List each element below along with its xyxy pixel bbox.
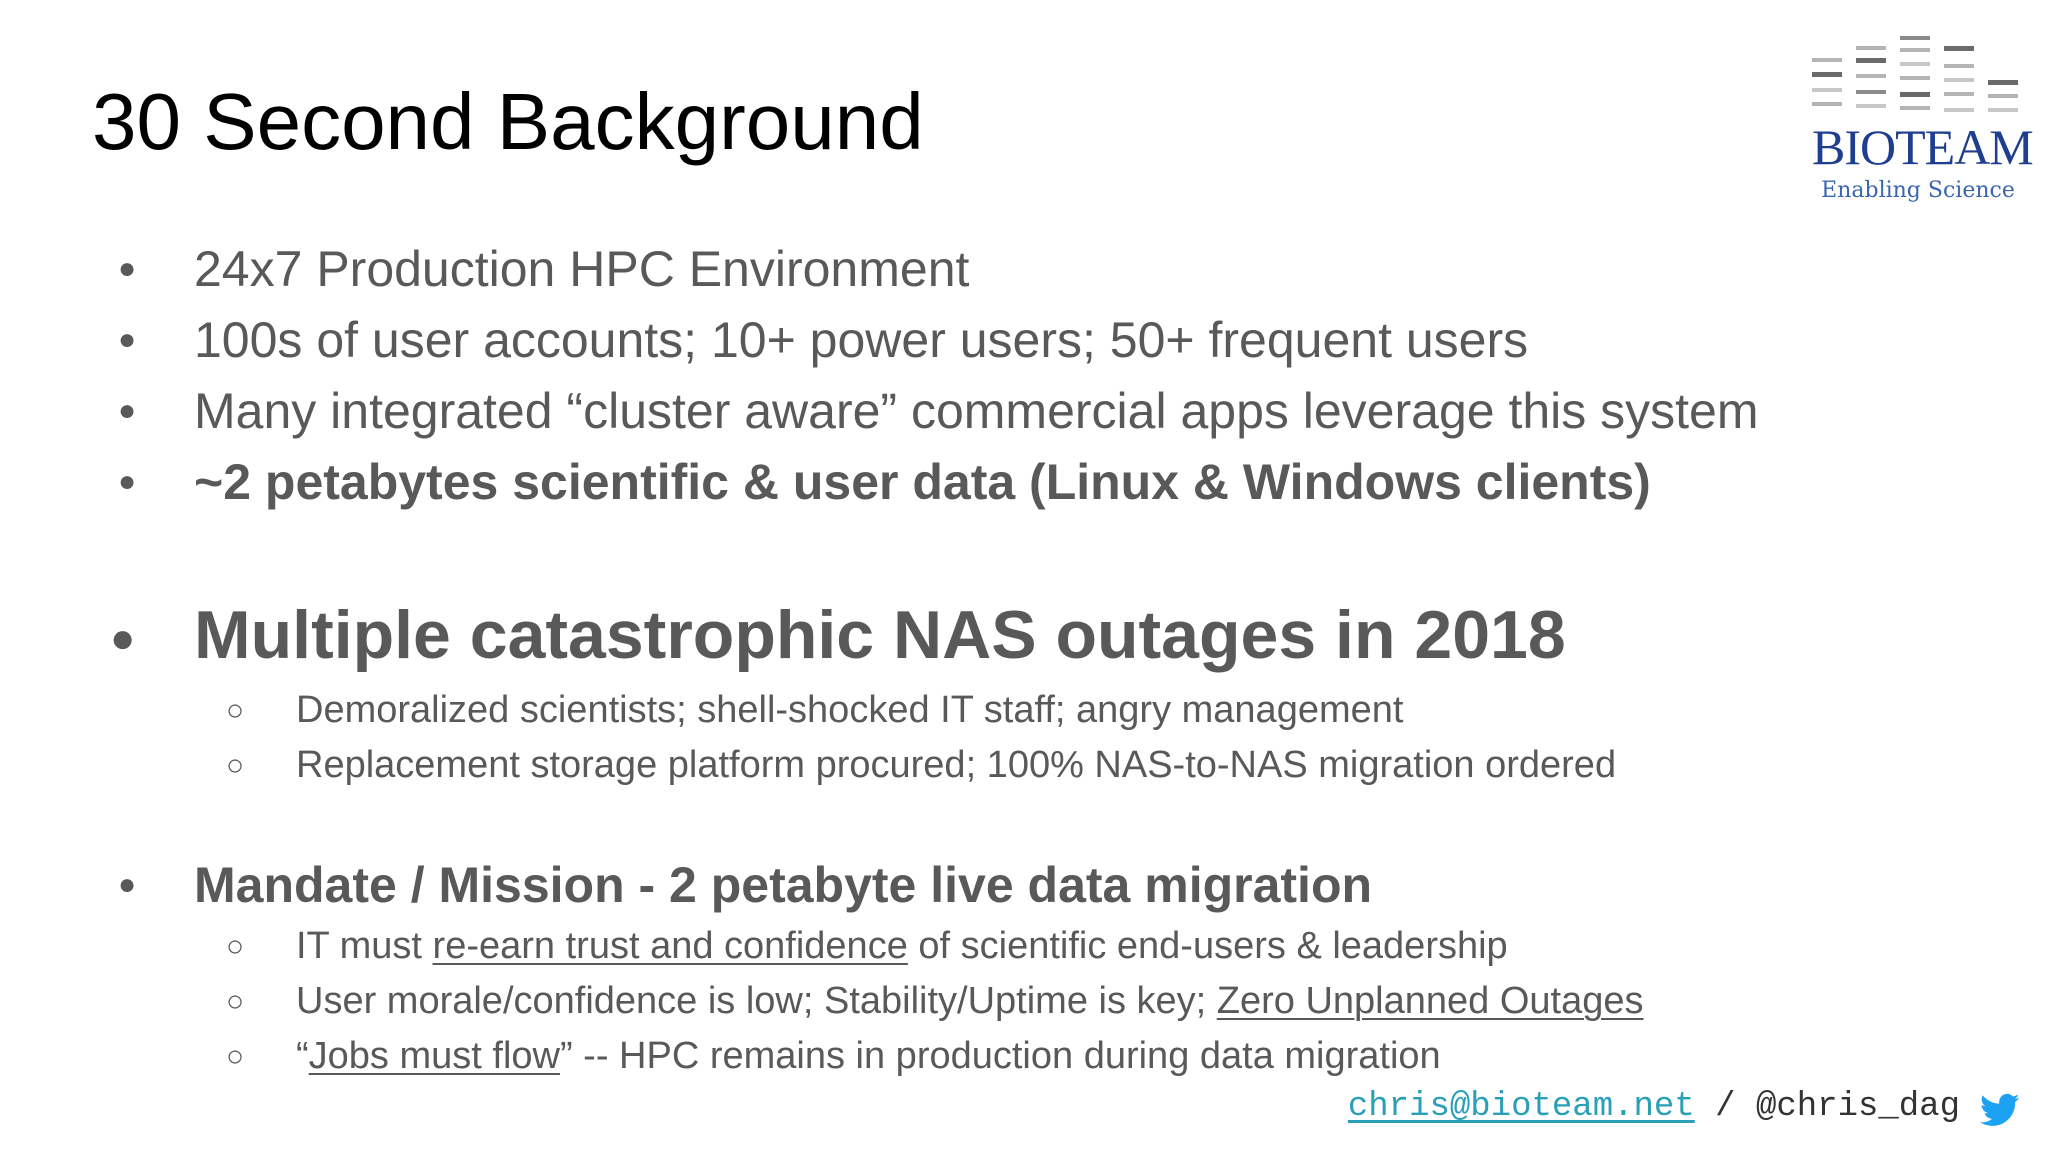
sub-bullet-text [296, 1035, 1441, 1078]
text-segment: of scientific end-users & leadership [907, 925, 1508, 967]
text-segment: ” -- HPC remains in production during data migration [559, 1035, 1441, 1077]
logo-tagline: Enabling Science [1821, 178, 2015, 203]
mandate-heading: Mandate / Mission - 2 petabyte live data migration [194, 857, 1373, 913]
emphasis-underline: Jobs must flow [308, 1035, 560, 1077]
sub-bullet-text: Replacement storage platform procured; 100% NAS-to-NAS migration ordered [296, 744, 1617, 786]
bullet-text: 100s of user accounts; 10+ power users; 50+ frequent users [194, 312, 1529, 368]
sub-bullet-circle: ○ [226, 694, 245, 727]
twitter-bird-icon[interactable] [1978, 1090, 2022, 1130]
sub-bullet-circle: ○ [226, 985, 245, 1018]
bullet-text: Many integrated “cluster aware” commercial apps leverage this system [194, 383, 1759, 439]
bullet-dot: ● [118, 465, 137, 498]
bullet-text: 24x7 Production HPC Environment [194, 241, 970, 297]
footer-contact [1348, 1090, 1960, 1124]
bullet-dot: ● [118, 394, 137, 427]
text-segment: User morale/confidence is low; Stability/Uptime is key; [296, 980, 1217, 1022]
sub-bullet-text [296, 925, 1508, 968]
logo-dna-bars-icon [1812, 34, 2024, 124]
sub-bullet-circle: ○ [226, 1040, 245, 1073]
bioteam-logo [1812, 34, 2033, 206]
bullet-text-bold: ~2 petabytes scientific & user data (Linux & Windows clients) [194, 454, 1651, 510]
email-link[interactable]: chris@bioteam.net [1347, 1088, 1695, 1126]
bullet-dot: ● [110, 614, 136, 661]
bullet-dot: ● [118, 868, 137, 901]
logo-wordmark: BIOTEAM [1812, 119, 2033, 175]
sub-bullet-circle: ○ [226, 749, 245, 782]
emphasis-underline: Zero Unplanned Outages [1216, 980, 1644, 1022]
footer-separator: / [1694, 1088, 1756, 1126]
outages-heading: Multiple catastrophic NAS outages in 2018 [194, 597, 1566, 673]
emphasis-underline: re-earn trust and confidence [432, 925, 908, 967]
text-segment: “ [296, 1035, 309, 1077]
sub-bullet-text [296, 980, 1644, 1023]
text-segment: IT must [296, 925, 433, 967]
bullet-dot: ● [118, 323, 137, 356]
twitter-handle[interactable]: @chris_dag [1755, 1088, 1960, 1126]
bullet-dot: ● [118, 252, 137, 285]
slide-title: 30 Second Background [92, 77, 924, 166]
sub-bullet-circle: ○ [226, 930, 245, 963]
sub-bullet-text: Demoralized scientists; shell-shocked IT staff; angry management [296, 689, 1404, 731]
